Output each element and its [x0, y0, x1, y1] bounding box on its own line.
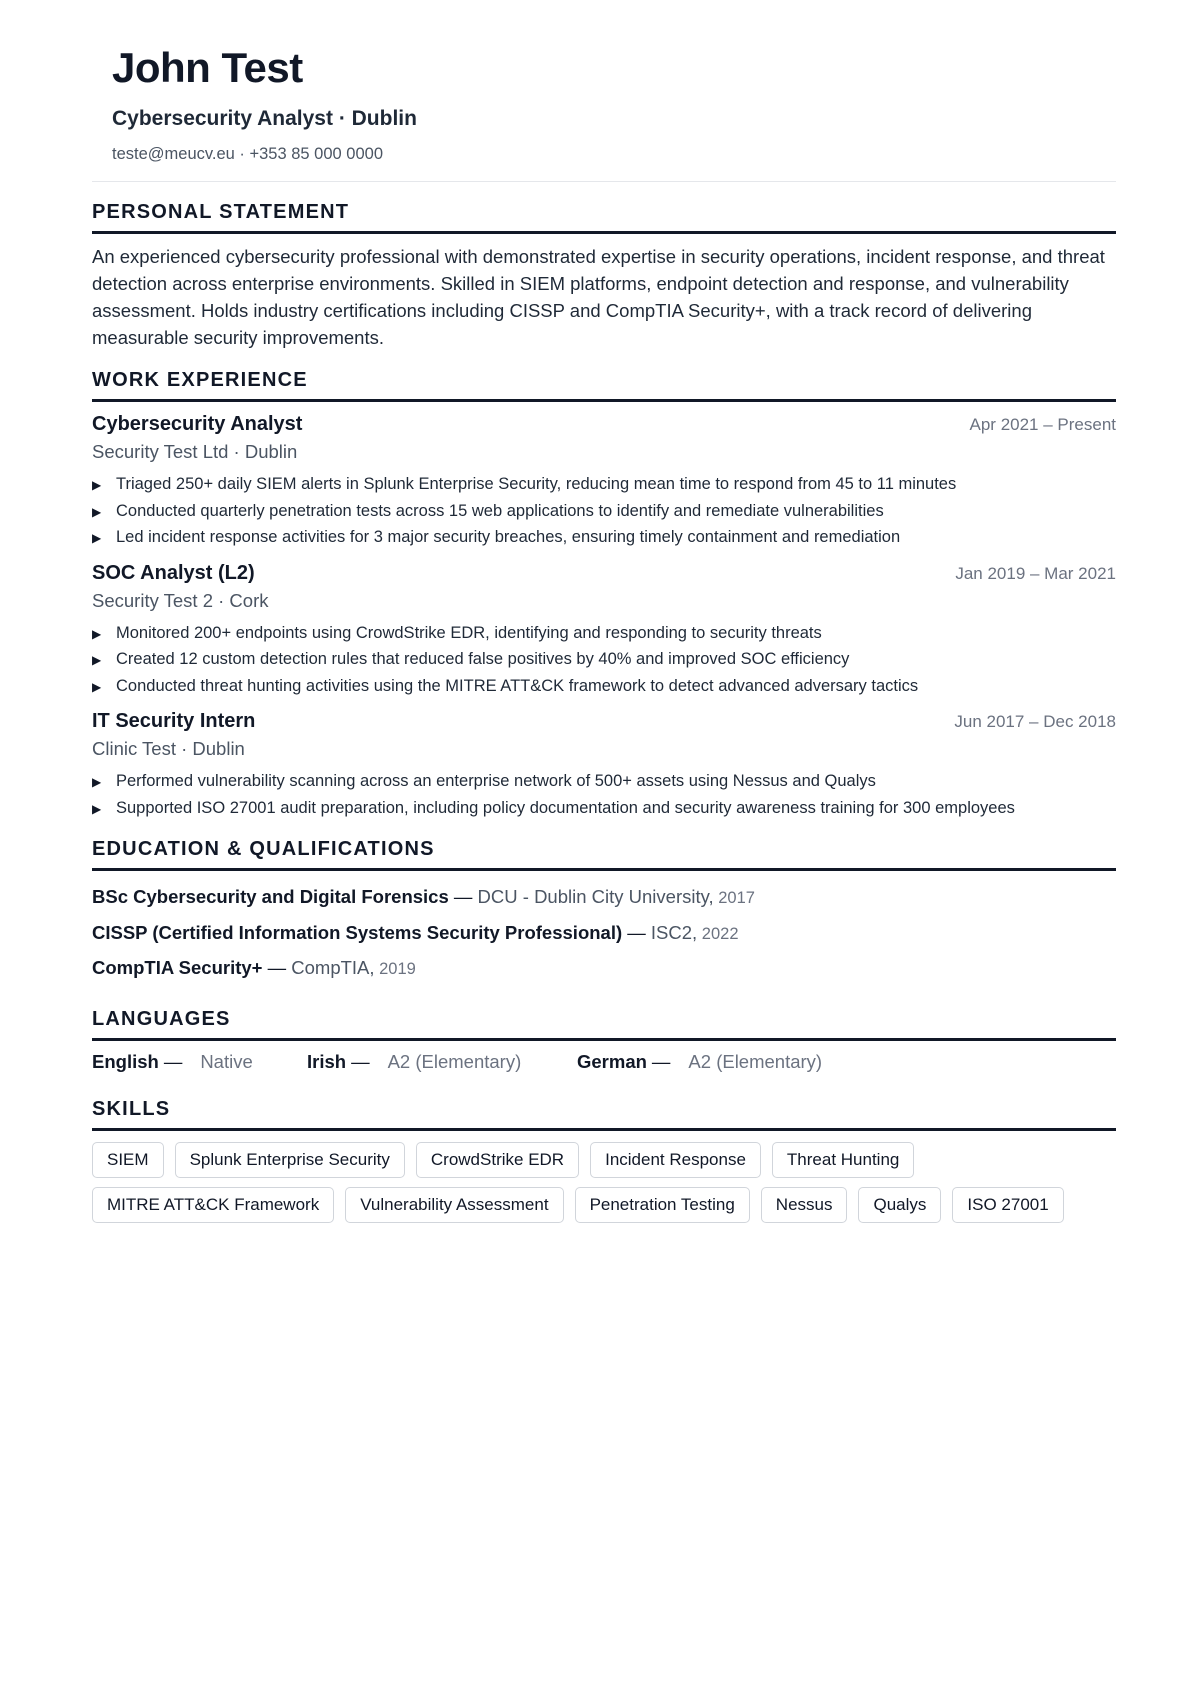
education-institution: ISC2, [650, 921, 698, 943]
job-bullet-text: Monitored 200+ endpoints using CrowdStrike EDR, identifying and responding to security threats [116, 623, 822, 642]
resume-header [112, 40, 1116, 165]
contact-info: teste@meucv.eu · +353 85 000 0000 [112, 145, 384, 163]
section-title-skills: SKILLS [92, 1095, 1116, 1131]
job-dates: Jun 2017 – Dec 2018 [954, 712, 1116, 731]
job-bullets [92, 471, 1116, 551]
job-bullet-text: Conducted quarterly penetration tests across 15 web applications to identify and remediate vulnerabilities [116, 501, 884, 520]
job-bullet-text: Led incident response activities for 3 major security breaches, ensuring timely containment and remediation [116, 528, 901, 546]
skill-tag: Qualys [858, 1187, 941, 1223]
job-title: SOC Analyst (L2) [92, 561, 255, 584]
job-bullet [92, 524, 1116, 551]
section-title-education: EDUCATION & QUALIFICATIONS [92, 835, 1116, 871]
skill-tag: SIEM [92, 1142, 164, 1178]
resume-body [92, 198, 1116, 1232]
job-bullet [92, 646, 1116, 673]
triangle-bullet-icon: ▶ [92, 626, 102, 641]
job-bullet-text: Supported ISO 27001 audit preparation, including policy documentation and security awareness training for 300 employees [116, 798, 1015, 817]
job-dates: Jan 2019 – Mar 2021 [955, 563, 1116, 583]
job-company: Security Test 2 · Cork [92, 589, 269, 611]
language-separator: — [651, 1050, 671, 1072]
triangle-bullet-icon: ▶ [92, 775, 102, 789]
job-entry [92, 560, 1116, 700]
job-title: IT Security Intern [92, 710, 256, 732]
job-company: Security Test Ltd · Dublin [92, 441, 298, 462]
language-item [307, 1049, 577, 1075]
education-degree: BSc Cybersecurity and Digital Forensics [92, 886, 449, 907]
language-name: Irish [307, 1050, 347, 1072]
language-name: German [577, 1050, 647, 1072]
education-year: 2022 [697, 924, 739, 943]
skill-tag: Incident Response [590, 1142, 761, 1178]
education-year: 2017 [713, 889, 755, 907]
skill-tag: Nessus [761, 1187, 848, 1223]
education-item [92, 916, 1116, 952]
job-bullet [92, 620, 1116, 647]
job-bullet-text: Created 12 custom detection rules that reduced false positives by 40% and improved SOC efficiency [116, 650, 850, 668]
language-item [92, 1049, 307, 1075]
header-divider [92, 181, 1116, 182]
skill-tag: Splunk Enterprise Security [175, 1142, 405, 1178]
language-level: A2 (Elementary) [688, 1050, 823, 1072]
language-separator: — [163, 1050, 183, 1072]
education-item [92, 880, 1116, 916]
job-bullet [92, 498, 1116, 525]
job-bullet-text: Conducted threat hunting activities using the MITRE ATT&CK framework to detect advanced adversary tactics [116, 676, 919, 695]
skill-tag: ISO 27001 [952, 1187, 1063, 1223]
skill-tag: MITRE ATT&CK Framework [92, 1187, 334, 1223]
triangle-bullet-icon: ▶ [92, 478, 102, 492]
candidate-headline: Cybersecurity Analyst · Dublin [112, 107, 417, 130]
triangle-bullet-icon: ▶ [92, 504, 102, 519]
job-header [92, 708, 1116, 735]
skill-tag: Vulnerability Assessment [345, 1187, 563, 1223]
languages-list [92, 1049, 1116, 1075]
job-bullets [92, 768, 1116, 821]
language-separator: — [351, 1050, 370, 1072]
education-year: 2019 [374, 960, 416, 978]
education-institution: CompTIA, [291, 957, 375, 978]
job-dates: Apr 2021 – Present [969, 415, 1116, 434]
job-entry [92, 708, 1116, 821]
education-degree: CompTIA Security+ [92, 957, 263, 978]
education-list [92, 880, 1116, 987]
job-title: Cybersecurity Analyst [92, 413, 303, 435]
education-section [92, 835, 1116, 987]
skill-tag: CrowdStrike EDR [416, 1142, 579, 1178]
section-title-personal-statement: PERSONAL STATEMENT [92, 198, 1116, 234]
triangle-bullet-icon: ▶ [92, 653, 102, 667]
skill-tag: Threat Hunting [772, 1142, 914, 1178]
job-bullet [92, 795, 1116, 822]
education-item [92, 951, 1116, 987]
job-bullet-text: Performed vulnerability scanning across an enterprise network of 500+ assets using Nessus and Qualys [116, 772, 876, 790]
job-company: Clinic Test · Dublin [92, 738, 245, 759]
language-item [577, 1049, 822, 1075]
job-header [92, 560, 1116, 587]
skills-section [92, 1095, 1116, 1232]
education-separator: — [448, 886, 478, 907]
triangle-bullet-icon: ▶ [92, 801, 102, 816]
education-separator: — [622, 921, 651, 943]
languages-section [92, 1005, 1116, 1075]
job-bullets [92, 620, 1116, 700]
language-name: English [92, 1050, 159, 1072]
work-experience-section [92, 366, 1116, 821]
section-title-languages: LANGUAGES [92, 1005, 1116, 1041]
job-bullet [92, 673, 1116, 700]
education-institution: DCU - Dublin City University, [477, 886, 714, 907]
job-header [92, 411, 1116, 438]
job-entry [92, 411, 1116, 551]
personal-statement-section [92, 198, 1116, 351]
section-title-work-experience: WORK EXPERIENCE [92, 366, 1116, 402]
triangle-bullet-icon: ▶ [92, 679, 102, 694]
education-separator: — [262, 957, 292, 978]
language-level: Native [200, 1050, 253, 1072]
candidate-name: John Test [112, 44, 303, 91]
skills-list [92, 1142, 1116, 1232]
job-bullet [92, 768, 1116, 795]
triangle-bullet-icon: ▶ [92, 531, 102, 545]
skill-tag: Penetration Testing [575, 1187, 750, 1223]
education-degree: CISSP (Certified Information Systems Security Professional) [92, 921, 623, 943]
language-level: A2 (Elementary) [387, 1050, 522, 1072]
job-bullet-text: Triaged 250+ daily SIEM alerts in Splunk Enterprise Security, reducing mean time to respond from 45 to 11 minutes [116, 475, 957, 493]
personal-statement-text: An experienced cybersecurity professional with demonstrated expertise in security operations, incident response, and threat detection across enterprise environments. Skilled in SIEM platforms, endpoint detection and response, and vulnerability assessment. Holds industry certifications including CISSP and CompTIA Security+, with a track record of delivering measurable security improvements. [92, 246, 1105, 348]
job-bullet [92, 471, 1116, 498]
